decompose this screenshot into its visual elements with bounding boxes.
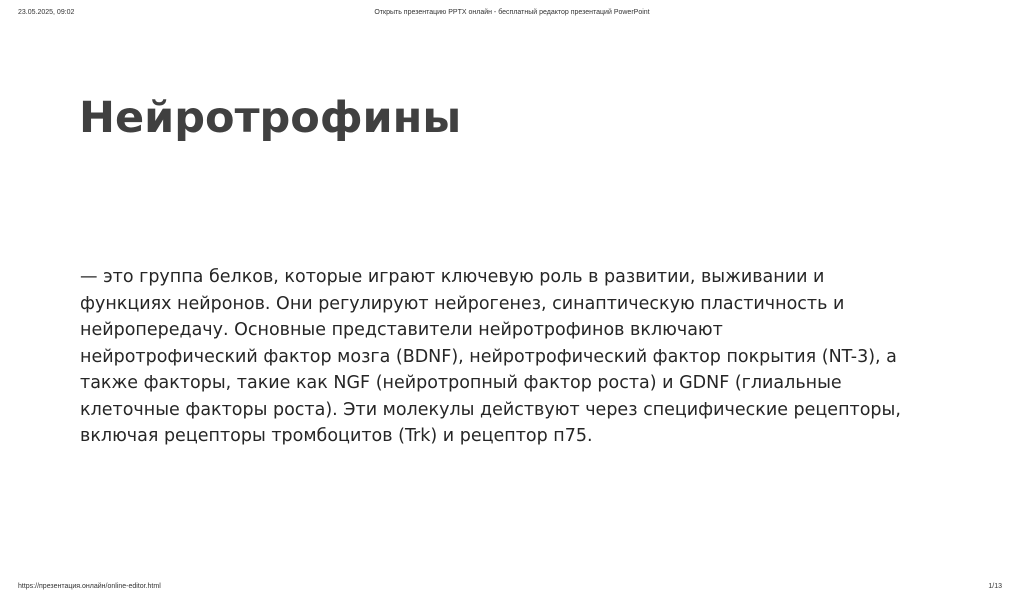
print-page-counter: 1/13	[988, 583, 1002, 590]
body-line: — это группа белков, которые играют ключевую роль в развитии, выживании и	[80, 267, 825, 287]
body-line: функциях нейронов. Они регулируют нейрогенез, синаптическую пластичность и	[80, 293, 845, 314]
slide	[0, 20, 1024, 580]
body-line: клеточные факторы роста). Эти молекулы действуют через специфические рецепторы,	[80, 399, 901, 420]
slide-body-text	[80, 264, 980, 450]
print-page-title: Открыть презентацию PPTX онлайн - бесплатный редактор презентаций PowerPoint	[374, 9, 650, 16]
body-line: также факторы, такие как NGF (нейротропный фактор роста) и GDNF (глиальные	[80, 373, 842, 393]
slide-title: Нейротрофины	[79, 93, 462, 143]
print-header	[0, 9, 1024, 19]
body-line: включая рецепторы тромбоцитов (Trk) и рецептор п75.	[80, 426, 593, 446]
body-line: нейропередачу. Основные представители нейротрофинов включают	[80, 320, 723, 340]
print-datetime: 23.05.2025, 09:02	[18, 9, 75, 16]
print-url: https://презентация.онлайн/online-editor.html	[18, 583, 161, 590]
body-line: нейротрофический фактор мозга (BDNF), нейротрофический фактор покрытия (NT-3), а	[80, 346, 897, 367]
print-footer	[0, 583, 1024, 593]
